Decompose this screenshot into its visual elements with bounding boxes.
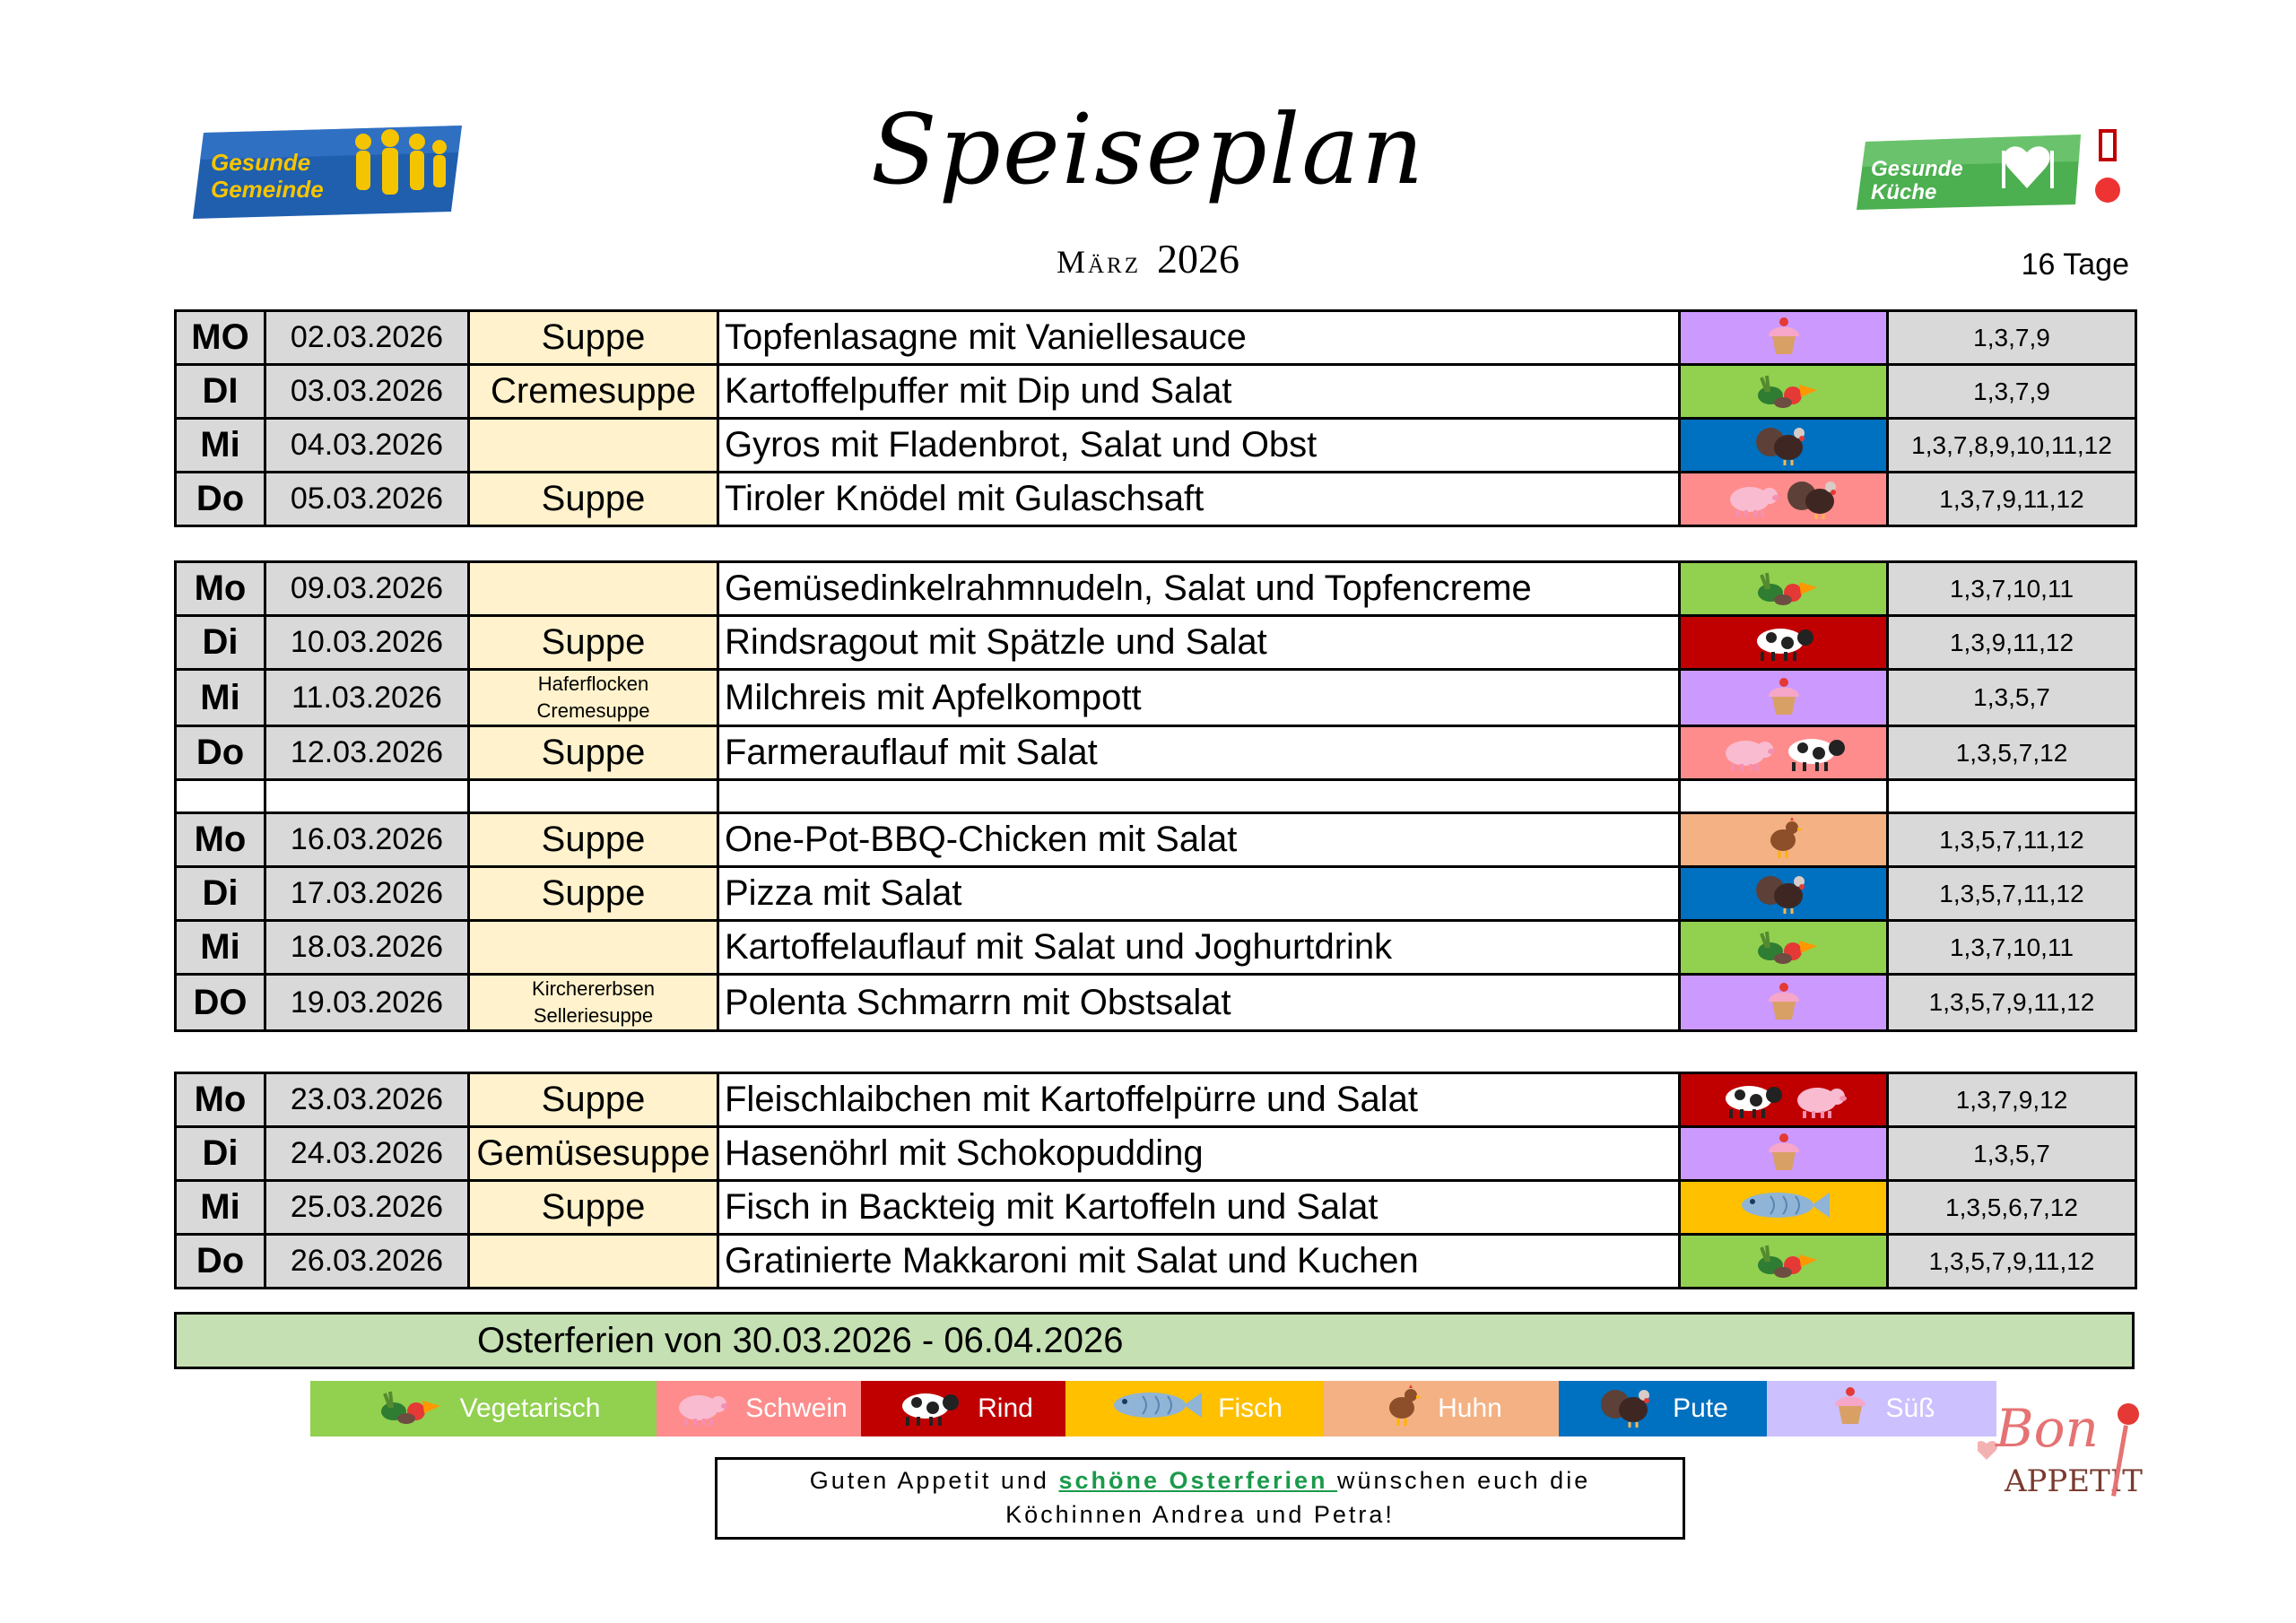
date: 23.03.2026 — [265, 1073, 469, 1127]
schwein-icon — [670, 1383, 733, 1435]
week-table — [174, 812, 2137, 1032]
date: 24.03.2026 — [265, 1127, 469, 1181]
weekday: Do — [176, 473, 265, 526]
soup-line2: Cremesuppe — [536, 699, 650, 722]
soup: Suppe — [469, 473, 718, 526]
meal: Hasenöhrl mit Schokopudding — [718, 1127, 1680, 1181]
weekday: DI — [176, 365, 265, 419]
legend-schwein — [657, 1381, 861, 1436]
soup: Suppe — [469, 867, 718, 921]
weekday: Do — [176, 1235, 265, 1289]
weekday: Mo — [176, 1073, 265, 1127]
allergens: 1,3,7,9,12 — [1888, 1073, 2136, 1127]
soup: Gemüsesuppe — [469, 1127, 718, 1181]
rind-icon — [893, 1383, 965, 1435]
week-table — [174, 1072, 2137, 1289]
allergens: 1,3,5,7 — [1888, 1127, 2136, 1181]
category-cell — [1680, 867, 1888, 921]
greeting-part2: wünschen euch die — [1337, 1467, 1591, 1494]
menu-row — [176, 975, 2136, 1031]
holiday-banner — [174, 1312, 2135, 1369]
suess-icon — [1761, 1129, 1806, 1178]
logo-right-line2: Küche — [1871, 180, 1937, 204]
allergens: 1,3,7,8,9,10,11,12 — [1888, 419, 2136, 473]
soup — [469, 670, 718, 726]
soup — [469, 921, 718, 975]
allergens: 1,3,5,7,9,11,12 — [1888, 975, 2136, 1031]
soup: Suppe — [469, 1073, 718, 1127]
category-cell — [1680, 670, 1888, 726]
legend-suess — [1767, 1381, 1996, 1436]
date: 05.03.2026 — [265, 473, 469, 526]
category-cell — [1680, 473, 1888, 526]
meal: Pizza mit Salat — [718, 867, 1680, 921]
soup: Suppe — [469, 616, 718, 670]
soup — [469, 1235, 718, 1289]
holiday-text: Osterferien von 30.03.2026 - 06.04.2026 — [477, 1321, 1124, 1360]
menu-row — [176, 419, 2136, 473]
allergens: 1,3,7,9,11,12 — [1888, 473, 2136, 526]
soup-line2: Selleriesuppe — [533, 1004, 654, 1027]
menu-row — [176, 670, 2136, 726]
date: 02.03.2026 — [265, 311, 469, 365]
menu-row — [176, 1073, 2136, 1127]
legend-vegetarisch — [310, 1381, 657, 1436]
allergens: 1,3,5,7 — [1888, 670, 2136, 726]
soup-line1: Kirchererbsen — [532, 977, 655, 1000]
rind-icon — [1779, 728, 1851, 777]
huhn-icon — [1761, 815, 1806, 864]
weekday: Mo — [176, 813, 265, 867]
suess-icon — [1761, 978, 1806, 1028]
rind-icon — [1748, 618, 1820, 667]
date: 11.03.2026 — [265, 670, 469, 726]
date: 10.03.2026 — [265, 616, 469, 670]
weekday: Mi — [176, 419, 265, 473]
meal: Fleischlaibchen mit Kartoffelpürre und Salat — [718, 1073, 1680, 1127]
legend-label: Huhn — [1438, 1393, 1502, 1423]
legend-label: Fisch — [1218, 1393, 1283, 1423]
menu-row — [176, 867, 2136, 921]
category-cell — [1680, 813, 1888, 867]
fisch-icon — [1107, 1387, 1205, 1430]
month-year — [0, 235, 2296, 282]
weekday: Di — [176, 1127, 265, 1181]
huhn-icon — [1380, 1383, 1425, 1435]
category-cell — [1680, 1181, 1888, 1235]
legend-pute — [1559, 1381, 1767, 1436]
weekday: Mo — [176, 562, 265, 616]
greeting-line2: Köchinnen Andrea und Petra! — [1005, 1501, 1395, 1528]
soup: Cremesuppe — [469, 365, 718, 419]
category-cell — [1680, 1235, 1888, 1289]
meal: Gratinierte Makkaroni mit Salat und Kuchen — [718, 1235, 1680, 1289]
legend-label: Rind — [978, 1393, 1033, 1423]
menu-row — [176, 616, 2136, 670]
allergens: 1,3,7,9 — [1888, 311, 2136, 365]
gesunde-kueche-logo — [1857, 126, 2126, 220]
meal: Fisch in Backteig mit Kartoffeln und Salat — [718, 1181, 1680, 1235]
meal: Topfenlasagne mit Vaniellesauce — [718, 311, 1680, 365]
schwein-icon — [1717, 728, 1779, 777]
date: 17.03.2026 — [265, 867, 469, 921]
meal: Kartoffelauflauf mit Salat und Joghurtdrink — [718, 921, 1680, 975]
meal: One-Pot-BBQ-Chicken mit Salat — [718, 813, 1680, 867]
allergens: 1,3,7,10,11 — [1888, 921, 2136, 975]
week-table — [174, 309, 2137, 527]
suess-icon — [1761, 313, 1806, 362]
allergens: 1,3,5,7,12 — [1888, 726, 2136, 780]
category-cell — [1680, 419, 1888, 473]
suess-icon — [1828, 1383, 1873, 1435]
meal: Polenta Schmarrn mit Obstsalat — [718, 975, 1680, 1031]
menu-row — [176, 726, 2136, 780]
pute-icon — [1752, 421, 1815, 470]
legend-label: Vegetarisch — [459, 1393, 601, 1423]
meal: Milchreis mit Apfelkompott — [718, 670, 1680, 726]
menu-row — [176, 365, 2136, 419]
fisch-icon — [1735, 1187, 1833, 1228]
menu-row — [176, 813, 2136, 867]
weekday: Do — [176, 726, 265, 780]
year-label: 2026 — [1157, 236, 1239, 282]
date: 19.03.2026 — [265, 975, 469, 1031]
menu-row — [176, 1181, 2136, 1235]
week-table — [174, 560, 2137, 835]
category-cell — [1680, 562, 1888, 616]
weekday: Mi — [176, 1181, 265, 1235]
legend-huhn — [1324, 1381, 1559, 1436]
category-cell — [1680, 921, 1888, 975]
schwein-icon — [1788, 1075, 1851, 1124]
vegetarisch-icon — [1744, 564, 1824, 613]
pute-icon — [1597, 1383, 1660, 1435]
vegetarisch-icon — [1744, 1237, 1824, 1286]
weekday: DO — [176, 975, 265, 1031]
date: 16.03.2026 — [265, 813, 469, 867]
rind-icon — [1717, 1075, 1788, 1124]
pute-icon — [1784, 474, 1847, 524]
bon-appetit-logo — [1978, 1394, 2148, 1511]
page-title: Speiseplan — [870, 94, 1426, 206]
allergens: 1,3,5,7,11,12 — [1888, 867, 2136, 921]
menu-row — [176, 473, 2136, 526]
suess-icon — [1761, 673, 1806, 723]
legend-label: Süß — [1885, 1393, 1935, 1423]
weekday: Mi — [176, 921, 265, 975]
meal: Rindsragout mit Spätzle und Salat — [718, 616, 1680, 670]
legend-rind — [861, 1381, 1065, 1436]
vegetarisch-icon — [367, 1383, 448, 1435]
meal: Tiroler Knödel mit Gulaschsaft — [718, 473, 1680, 526]
weekday: Mi — [176, 670, 265, 726]
soup — [469, 975, 718, 1031]
soup: Suppe — [469, 1181, 718, 1235]
category-legend — [310, 1381, 1996, 1436]
days-count: 16 Tage — [2021, 247, 2129, 282]
allergens: 1,3,5,7,11,12 — [1888, 813, 2136, 867]
allergens: 1,3,7,9 — [1888, 365, 2136, 419]
vegetarisch-icon — [1744, 367, 1824, 416]
category-cell — [1680, 975, 1888, 1031]
pute-icon — [1752, 869, 1815, 918]
soup-line1: Haferflocken — [537, 673, 649, 695]
date: 25.03.2026 — [265, 1181, 469, 1235]
meal: Gyros mit Fladenbrot, Salat und Obst — [718, 419, 1680, 473]
weekday: MO — [176, 311, 265, 365]
greeting-highlight: schöne Osterferien — [1058, 1467, 1338, 1494]
weekday: Di — [176, 616, 265, 670]
legend-label: Pute — [1673, 1393, 1728, 1423]
soup: Suppe — [469, 311, 718, 365]
allergens: 1,3,5,7,9,11,12 — [1888, 1235, 2136, 1289]
category-cell — [1680, 365, 1888, 419]
meal: Kartoffelpuffer mit Dip und Salat — [718, 365, 1680, 419]
category-cell — [1680, 616, 1888, 670]
meal: Farmerauflauf mit Salat — [718, 726, 1680, 780]
legend-fisch — [1065, 1381, 1324, 1436]
legend-label: Schwein — [745, 1393, 848, 1423]
category-cell — [1680, 1127, 1888, 1181]
allergens: 1,3,7,10,11 — [1888, 562, 2136, 616]
greeting-part1: Guten Appetit und — [809, 1467, 1059, 1494]
category-cell — [1680, 1073, 1888, 1127]
category-cell — [1680, 726, 1888, 780]
greeting-box — [715, 1457, 1685, 1540]
date: 12.03.2026 — [265, 726, 469, 780]
category-cell — [1680, 311, 1888, 365]
vegetarisch-icon — [1744, 923, 1824, 972]
date: 04.03.2026 — [265, 419, 469, 473]
date: 09.03.2026 — [265, 562, 469, 616]
meal: Gemüsedinkelrahmnudeln, Salat und Topfencreme — [718, 562, 1680, 616]
menu-row — [176, 1235, 2136, 1289]
soup — [469, 419, 718, 473]
logo-right-line1: Gesunde — [1871, 157, 1963, 181]
date: 18.03.2026 — [265, 921, 469, 975]
menu-row — [176, 562, 2136, 616]
date: 03.03.2026 — [265, 365, 469, 419]
allergens: 1,3,5,6,7,12 — [1888, 1181, 2136, 1235]
menu-row — [176, 1127, 2136, 1181]
appetit-text: APPETIT — [2005, 1463, 2143, 1499]
menu-row — [176, 311, 2136, 365]
bon-text: Bon — [1996, 1398, 2099, 1459]
month-label: März — [1056, 244, 1141, 280]
soup: Suppe — [469, 726, 718, 780]
menu-row — [176, 921, 2136, 975]
allergens: 1,3,9,11,12 — [1888, 616, 2136, 670]
soup — [469, 562, 718, 616]
schwein-icon — [1721, 474, 1784, 524]
weekday: Di — [176, 867, 265, 921]
date: 26.03.2026 — [265, 1235, 469, 1289]
logo-left-line1: Gesunde — [211, 149, 311, 176]
soup: Suppe — [469, 813, 718, 867]
logo-left-line2: Gemeinde — [211, 176, 324, 203]
